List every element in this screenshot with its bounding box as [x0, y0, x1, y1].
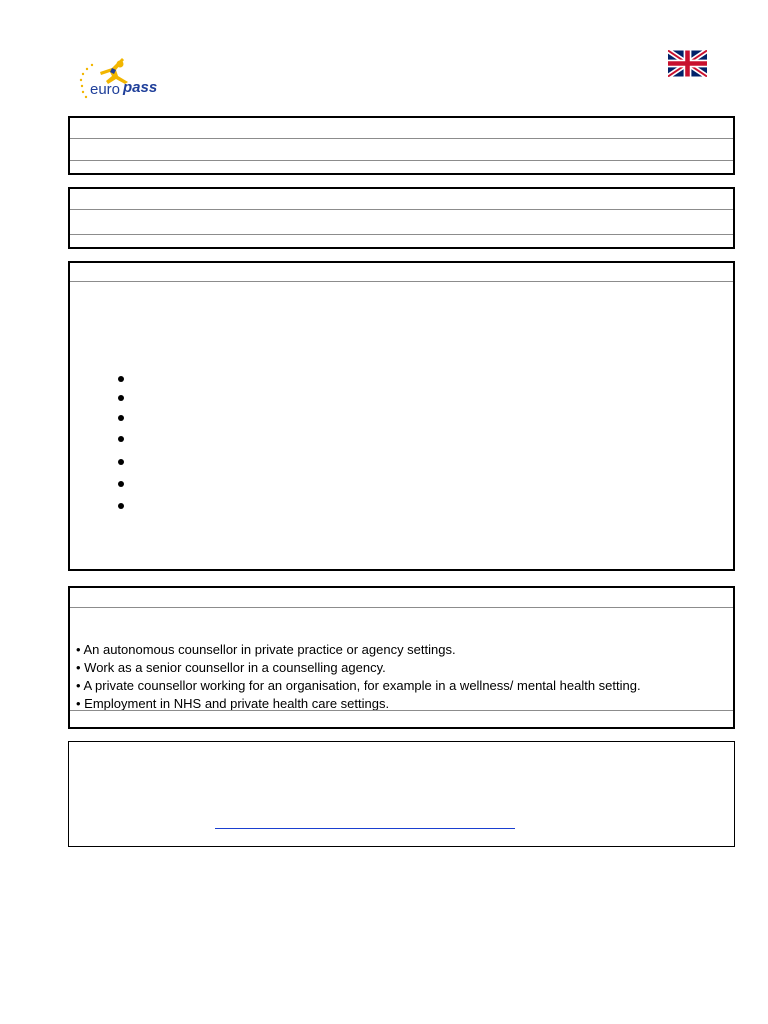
link[interactable] [215, 828, 515, 829]
divider [70, 607, 733, 608]
list-item-bullet [118, 459, 124, 465]
info-box-2 [68, 187, 735, 249]
list-item-bullet [118, 415, 124, 421]
bullet-list [118, 263, 138, 569]
list-item-bullet [118, 436, 124, 442]
divider [70, 710, 733, 711]
europass-logo [76, 50, 168, 100]
list-item: • Employment in NHS and private health care settings. [76, 696, 390, 711]
career-box [68, 586, 735, 729]
list-item-bullet [118, 376, 124, 382]
divider [70, 138, 733, 139]
logo-text-euro: euro [90, 81, 121, 98]
list-item-bullet [118, 503, 124, 509]
logo-text-pass: pass [123, 79, 158, 96]
list-item: • Work as a senior counsellor in a counselling agency. [76, 660, 386, 675]
divider [70, 160, 733, 161]
divider [70, 209, 733, 210]
list-item: • An autonomous counsellor in private practice or agency settings. [76, 642, 456, 657]
list-item-bullet [118, 395, 124, 401]
list-item: • A private counsellor working for an organisation, for example in a wellness/ mental health setting. [76, 678, 641, 693]
divider [70, 281, 733, 282]
divider [70, 234, 733, 235]
info-box-1 [68, 116, 735, 175]
list-item-bullet [118, 481, 124, 487]
info-box-3 [68, 261, 735, 571]
career-list [76, 641, 641, 713]
uk-flag-icon [668, 50, 707, 77]
info-box-5 [68, 741, 735, 847]
